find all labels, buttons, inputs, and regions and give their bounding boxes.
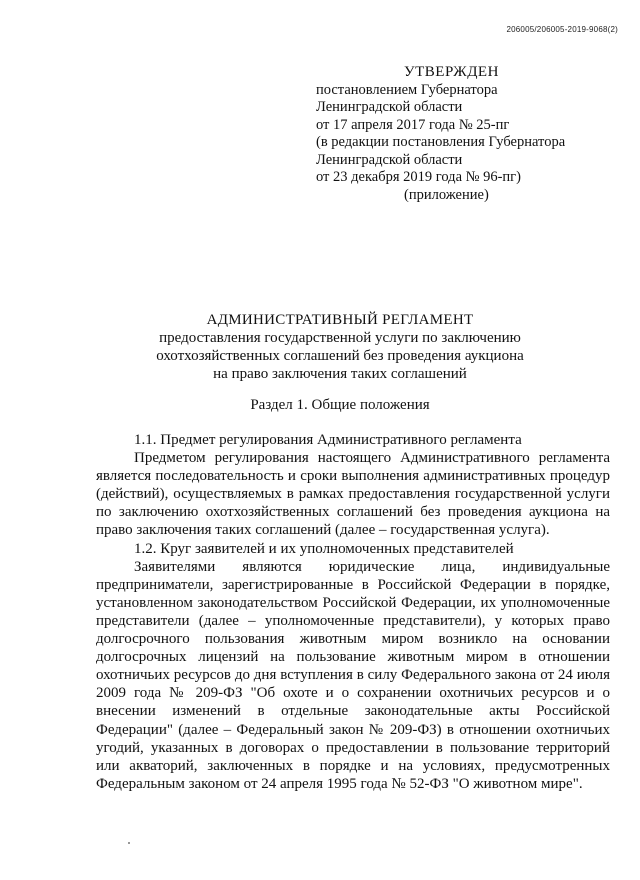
approval-line: (в редакции постановления Губернатора	[316, 134, 566, 150]
approved-title: УТВЕРЖДЕН	[404, 64, 499, 80]
approval-line: постановлением Губернатора	[316, 81, 498, 98]
appendix-label: (приложение)	[404, 186, 489, 203]
approval-line: от 17 апреля 2017 года № 25-пг	[316, 116, 510, 133]
approval-line: Ленинградской области	[316, 151, 463, 168]
section-body	[96, 431, 610, 793]
scan-artifact	[128, 842, 130, 844]
clause-paragraph: Заявителями являются юридические лица, индивидуальные предприниматели, зарегистрированные в Российской Федерации в порядке, установленном законодательством Российской Федерации, их уполномоченные представители (далее – уполномоченные представители), у которых право долгосрочного пользования животным миром возникло на основании долгосрочных лицензий на пользование животным миром в отношении охотничьих ресурсов до дня вступления в силу Федерального закона от 24 июля 2009 года № 209-ФЗ "Об охоте и о сохранении охотничьих ресурсов и о внесении изменений в отдельные законодательные акты Российской Федерации" (далее – Федеральный закон № 209-ФЗ) в отношении охотничьих угодий, указанных в договорах о предоставлении в пользование территорий или акваторий, заключенных в порядке и на условиях, предусмотренных Федеральным законом от 24 апреля 1995 года № 52-ФЗ "О животном мире".	[96, 558, 610, 792]
regulation-subtitle-line: на право заключения таких соглашений	[213, 366, 467, 382]
clause-heading: 1.2. Круг заявителей и их уполномоченных представителей	[134, 540, 514, 557]
approval-line: от 23 декабря 2019 года № 96-пг)	[316, 169, 521, 185]
approval-line: Ленинградской области	[316, 99, 463, 115]
approval-stamp-block	[316, 64, 626, 204]
regulation-subtitle-line: предоставления государственной услуги по заключению	[159, 330, 521, 346]
regulation-subtitle-line: охотхозяйственных соглашений без проведения аукциона	[156, 348, 524, 364]
section-title: Раздел 1. Общие положения	[250, 397, 430, 413]
document-registration-number: 206005/206005-2019-9068(2)	[506, 25, 618, 34]
regulation-title: АДМИНИСТРАТИВНЫЙ РЕГЛАМЕНТ	[206, 312, 474, 328]
clause-heading: 1.1. Предмет регулирования Административного регламента	[134, 432, 522, 448]
regulation-heading	[60, 311, 620, 383]
clause-paragraph: Предметом регулирования настоящего Административного регламента является последовательность и сроки выполнения административных процедур (действий), осуществляемых в рамках предоставления государственной услуги по заключению охотхозяйственных соглашений без проведения аукциона на право заключения таких соглашений (далее – государственная услуга).	[96, 450, 610, 539]
